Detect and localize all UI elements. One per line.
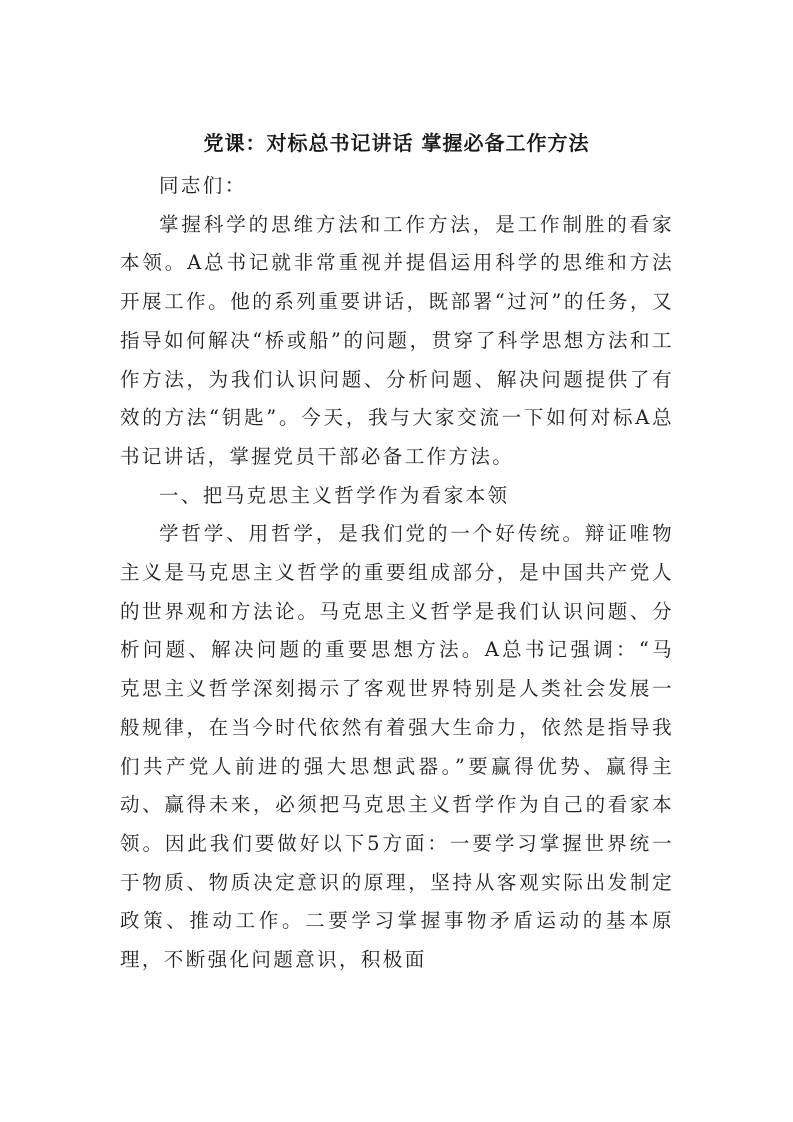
body-paragraph: 学哲学、用哲学，是我们党的一个好传统。辩证唯物主义是马克思主义哲学的重要组成部分，是中国共产党人的世界观和方法论。马克思主义哲学是我们认识问题、分析问题、解决问题的重要思想方法。A总书记强调：“马克思主义哲学深刻揭示了客观世界特别是人类社会发展一般规律，在当今时代依然有着强大生命力，依然是指导我们共产党人前进的强大思想武器。”要赢得优势、赢得主动、赢得未来，必须把马克思主义哲学作为自己的看家本领。因此我们要做好以下5方面：一要学习掌握世界统一于物质、物质决定意识的原理，坚持从客观实际出发制定政策、推动工作。二要学习掌握事物矛盾运动的基本原理，不断强化问题意识，积极面 [120, 522, 674, 972]
document-title: 党课：对标总书记讲话 掌握必备工作方法 [203, 131, 590, 155]
document-body [120, 167, 674, 980]
intro-paragraph: 掌握科学的思维方法和工作方法，是工作制胜的看家本领。A总书记就非常重视并提倡运用科学的思维和方法开展工作。他的系列重要讲话，既部署“过河”的任务，又指导如何解决“桥或船”的问题，贯穿了科学思想方法和工作方法，为我们认识问题、分析问题、解决问题提供了有效的方法“钥匙”。今天，我与大家交流一下如何对标A总书记讲话，掌握党员干部必备工作方法。 [120, 212, 674, 468]
section-heading: 一、把马克思主义哲学作为看家本领 [159, 483, 510, 507]
salutation-paragraph: 同志们： [159, 174, 247, 197]
